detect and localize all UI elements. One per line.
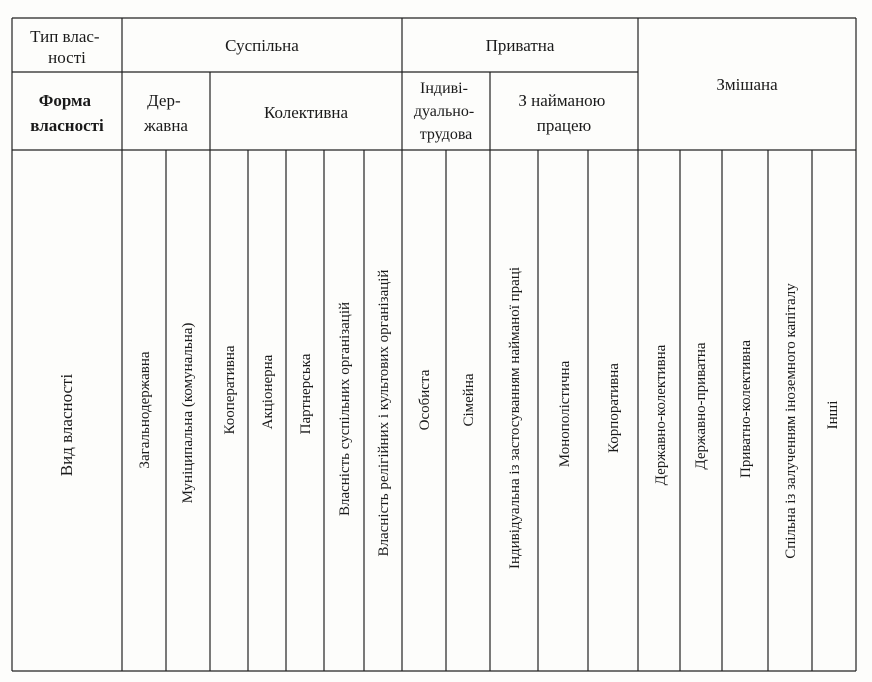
kind-personal: Особиста — [417, 369, 433, 431]
kind-joint-stock: Акціонерна — [260, 354, 276, 430]
kind-public-orgs: Власність суспільних організацій — [337, 301, 353, 517]
kind-municipal: Муніципальна (комунальна) — [180, 322, 196, 504]
kind-state-private: Державно-приватна — [693, 342, 709, 470]
kind-partnership: Партнерська — [298, 353, 314, 435]
kind-religious-orgs: Власність релігійних і культових організацій — [376, 269, 392, 557]
form-state: Дер- жавна — [144, 91, 188, 135]
form-individual-labor: Індиві- дуально- трудова — [413, 80, 475, 143]
kind-private-collective: Приватно-колективна — [738, 339, 754, 479]
kind-cooperative: Кооперативна — [222, 345, 238, 435]
type-private: Приватна — [485, 36, 555, 55]
kind-joint-foreign: Спільна із залученням іноземного капіталу — [783, 283, 799, 559]
kind-national: Загальнодержавна — [137, 351, 153, 469]
kind-other: Інші — [825, 400, 841, 430]
type-mixed: Змішана — [716, 75, 778, 94]
type-label: Тип влас- ності — [30, 27, 100, 67]
kind-monopolistic: Монополістична — [557, 360, 573, 468]
type-public: Суспільна — [225, 36, 299, 55]
kind-family: Сімейна — [461, 373, 477, 427]
form-hired-labor: З найманою працею — [518, 91, 606, 135]
form-collective: Колективна — [263, 103, 349, 122]
kind-state-collective: Державно-колективна — [653, 344, 669, 486]
kind-label: Вид власності — [57, 373, 76, 477]
form-label: Форма власності — [30, 91, 104, 135]
kind-corporate: Корпоративна — [606, 363, 622, 453]
kind-individual-hired: Індивідуальна із застосуванням найманої праці — [507, 266, 523, 570]
